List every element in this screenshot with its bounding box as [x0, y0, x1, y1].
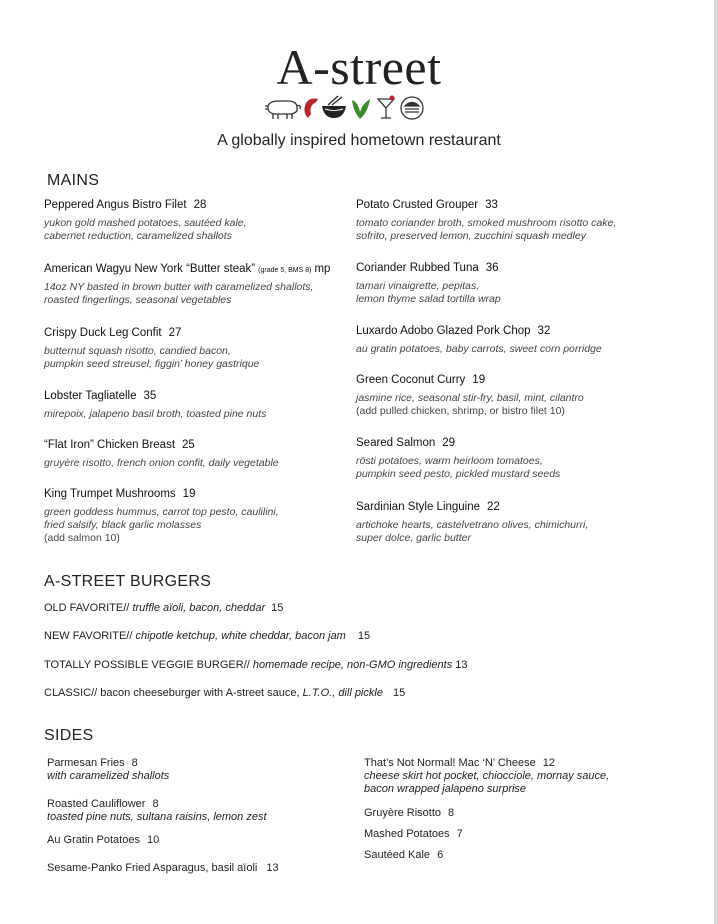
noodle-bowl-icon	[322, 96, 346, 118]
item-price: 28	[193, 199, 207, 211]
cocktail-icon	[378, 96, 395, 119]
item-description: pumpkin seed pesto, pickled mustard seeds	[356, 468, 561, 480]
burger-description: truffle aïoli, bacon, cheddar	[132, 602, 266, 614]
item-description: mirepoix, jalapeno basil broth, toasted pine nuts	[44, 408, 267, 420]
menu-item	[44, 327, 259, 371]
burger-price: 15	[357, 630, 371, 642]
menu-item	[356, 501, 588, 545]
item-description: green goddess hummus, carrot top pesto, caulilini,	[44, 506, 279, 518]
burger-description: homemade recipe, non-GMO ingredients	[252, 659, 453, 671]
menu-item	[44, 488, 279, 545]
side-item	[47, 798, 267, 824]
burger-name: TOTALLY POSSIBLE VEGGIE BURGER//	[44, 659, 250, 671]
item-name: Luxardo Adobo Glazed Pork Chop	[356, 325, 531, 337]
item-description: rösti potatoes, warm heirloom tomatoes,	[356, 455, 543, 467]
burger-name: OLD FAVORITE//	[44, 602, 130, 614]
menu-item	[356, 437, 560, 481]
item-price: 33	[485, 199, 498, 211]
side-description: cheese skirt hot pocket, chiocciole, mornay sauce,	[364, 770, 610, 782]
side-item	[364, 849, 443, 862]
item-add-on: (add pulled chicken, shrimp, or bistro filet 10)	[356, 405, 565, 417]
item-description: super dolce, garlic butter	[356, 532, 471, 544]
item-description: gruyère risotto, french onion confit, daily vegetable	[44, 457, 279, 469]
item-price: 35	[143, 390, 157, 402]
item-description: fried salsify, black garlic molasses	[44, 519, 202, 531]
side-description: toasted pine nuts, sultana raisins, lemon zest	[47, 811, 267, 823]
side-price: 10	[146, 834, 160, 846]
item-grade-note: (grade 5, BMS 8)	[258, 267, 312, 274]
side-price: 8	[152, 798, 159, 810]
menu-item	[356, 325, 602, 356]
item-price: 22	[487, 501, 500, 513]
burger-description: dill pickle	[338, 687, 383, 699]
item-price: 19	[472, 374, 486, 386]
side-price: 7	[456, 828, 463, 840]
item-name: Coriander Rubbed Tuna	[356, 262, 479, 274]
side-item	[47, 834, 159, 847]
burger-description: chipotle ketchup, white cheddar, bacon jam	[135, 630, 346, 642]
menu-item	[44, 439, 279, 470]
side-description: bacon wrapped jalapeno surprise	[364, 783, 527, 795]
menu-item	[44, 263, 330, 307]
item-name: Seared Salmon	[356, 437, 436, 449]
side-name: Sautéed Kale	[364, 849, 431, 861]
side-name: Parmesan Fries	[47, 757, 125, 769]
item-name: Sardinian Style Linguine	[356, 501, 481, 513]
side-price: 6	[437, 849, 444, 861]
menu-item	[44, 199, 247, 243]
burger-icon	[401, 97, 423, 119]
burger-price: 15	[271, 602, 284, 614]
item-add-on: (add salmon 10)	[44, 532, 120, 544]
side-price: 8	[448, 807, 455, 819]
side-name: Gruyère Risotto	[364, 807, 442, 819]
item-name: “Flat Iron” Chicken Breast	[44, 439, 176, 451]
burger-name: NEW FAVORITE//	[44, 630, 133, 642]
burger-item	[44, 659, 468, 671]
item-name: King Trumpet Mushrooms	[44, 488, 176, 500]
item-description: lemon thyme salad tortilla wrap	[356, 293, 501, 305]
item-name: Lobster Tagliatelle	[44, 390, 137, 402]
fish-icon	[304, 99, 318, 119]
restaurant-logo: A-street	[276, 39, 442, 95]
sides-heading: SIDES	[44, 727, 94, 744]
side-item	[47, 862, 279, 875]
item-description: jasmine rice, seasonal stir-fry, basil, mint, cilantro	[356, 392, 584, 404]
item-description: sofrito, preserved lemon, zucchini squash medley	[356, 230, 586, 242]
item-description: yukon gold mashed potatoes, sautéed kale,	[44, 217, 247, 229]
menu-item	[356, 374, 584, 418]
item-description: cabernet reduction, caramelized shallots	[44, 230, 232, 242]
burger-price: 13	[455, 659, 468, 671]
menu-item	[356, 199, 616, 243]
pig-icon	[265, 101, 300, 119]
item-price: mp	[314, 263, 331, 275]
item-name: Crispy Duck Leg Confit	[44, 327, 162, 339]
side-item	[364, 807, 454, 820]
burger-item	[44, 687, 405, 699]
side-price: 12	[542, 757, 556, 769]
burger-item	[44, 630, 370, 642]
item-description: tamari vinaigrette, pepitas,	[356, 280, 480, 292]
mains-heading: MAINS	[47, 172, 100, 189]
item-price: 25	[182, 439, 195, 451]
item-name: Green Coconut Curry	[356, 374, 466, 386]
side-name: Roasted Cauliflower	[47, 798, 146, 810]
side-name: Sesame-Panko Fried Asparagus, basil aïoli	[47, 862, 258, 874]
item-description: tomato coriander broth, smoked mushroom risotto cake,	[356, 217, 617, 229]
burger-name: CLASSIC// bacon cheeseburger with A-street sauce,	[44, 687, 300, 699]
item-description: butternut squash risotto, candied bacon,	[44, 345, 231, 357]
item-name: Potato Crusted Grouper	[356, 199, 479, 211]
item-name: American Wagyu New York “Butter steak”	[44, 263, 256, 275]
item-description: au gratin potatoes, baby carrots, sweet corn porridge	[356, 343, 602, 355]
side-name: Au Gratin Potatoes	[47, 834, 140, 846]
leaf-icon	[352, 99, 370, 119]
item-price: 36	[485, 262, 499, 274]
side-item	[364, 828, 463, 841]
side-item	[364, 757, 609, 796]
item-price: 27	[168, 327, 182, 339]
item-price: 29	[442, 437, 456, 449]
burgers-heading: A-STREET BURGERS	[44, 573, 212, 590]
burger-item	[44, 602, 283, 614]
tagline: A globally inspired hometown restaurant	[217, 132, 501, 149]
item-description: 14oz NY basted in brown butter with caramelized shallots,	[44, 281, 314, 293]
side-item	[47, 757, 169, 783]
side-price: 13	[266, 862, 279, 874]
item-price: 32	[537, 325, 551, 337]
menu-item	[356, 262, 501, 306]
burger-description: L.T.O.,	[302, 687, 336, 699]
menu-item	[44, 390, 266, 421]
side-description: with caramelized shallots	[47, 770, 170, 782]
item-description: roasted fingerlings, seasonal vegetables	[44, 294, 232, 306]
side-name: That’s Not Normal! Mac ‘N’ Cheese	[364, 757, 536, 769]
item-price: 19	[182, 488, 196, 500]
side-price: 8	[131, 757, 138, 769]
item-description: pumpkin seed streusel, figgin’ honey gastrique	[44, 358, 260, 370]
side-name: Mashed Potatoes	[364, 828, 450, 840]
burger-price: 15	[392, 687, 406, 699]
logo-icon-strip	[264, 94, 452, 122]
item-name: Peppered Angus Bistro Filet	[44, 199, 187, 211]
item-description: artichoke hearts, castelvetrano olives, chimichurri,	[356, 519, 589, 531]
